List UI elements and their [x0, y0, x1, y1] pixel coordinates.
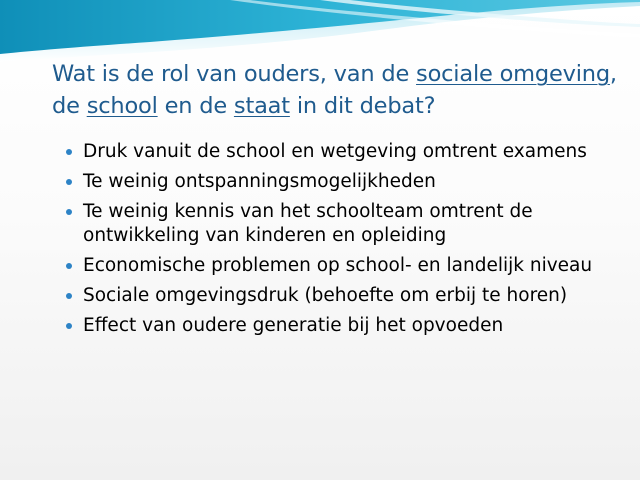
bullet-text: Druk vanuit de school en wetgeving omtrent examens	[83, 141, 587, 162]
title-part-underlined: staat	[233, 93, 290, 119]
bullet-item	[66, 314, 606, 338]
bullet-dot-icon	[66, 263, 72, 269]
title-part: Wat is de rol van ouders, van de	[52, 61, 417, 87]
bullet-text: Te weinig kennis van het schoolteam omtrent de ontwikkeling van kinderen en opleiding	[83, 201, 533, 246]
bullet-dot-icon	[66, 293, 72, 299]
bullet-item	[66, 200, 606, 248]
bullet-text: Economische problemen op school- en landelijk niveau	[83, 255, 593, 276]
bullet-item	[66, 284, 606, 308]
bullet-dot-icon	[66, 179, 72, 185]
bullet-list	[66, 140, 606, 344]
bullet-item	[66, 170, 606, 194]
title-part: , de	[52, 61, 617, 119]
title-part-underlined: school	[86, 93, 158, 119]
bullet-dot-icon	[66, 209, 72, 215]
slide-title	[52, 58, 622, 122]
bullet-dot-icon	[66, 149, 72, 155]
bullet-item	[66, 140, 606, 164]
bullet-text: Effect van oudere generatie bij het opvoeden	[83, 315, 504, 336]
title-part: in dit debat?	[289, 93, 436, 119]
bullet-text: Sociale omgevingsdruk (behoefte om erbij te horen)	[83, 285, 568, 306]
title-part-underlined: sociale omgeving	[416, 61, 610, 87]
title-part: en de	[157, 93, 234, 119]
bullet-item	[66, 254, 606, 278]
bullet-text: Te weinig ontspanningsmogelijkheden	[83, 171, 436, 192]
bullet-dot-icon	[66, 323, 72, 329]
